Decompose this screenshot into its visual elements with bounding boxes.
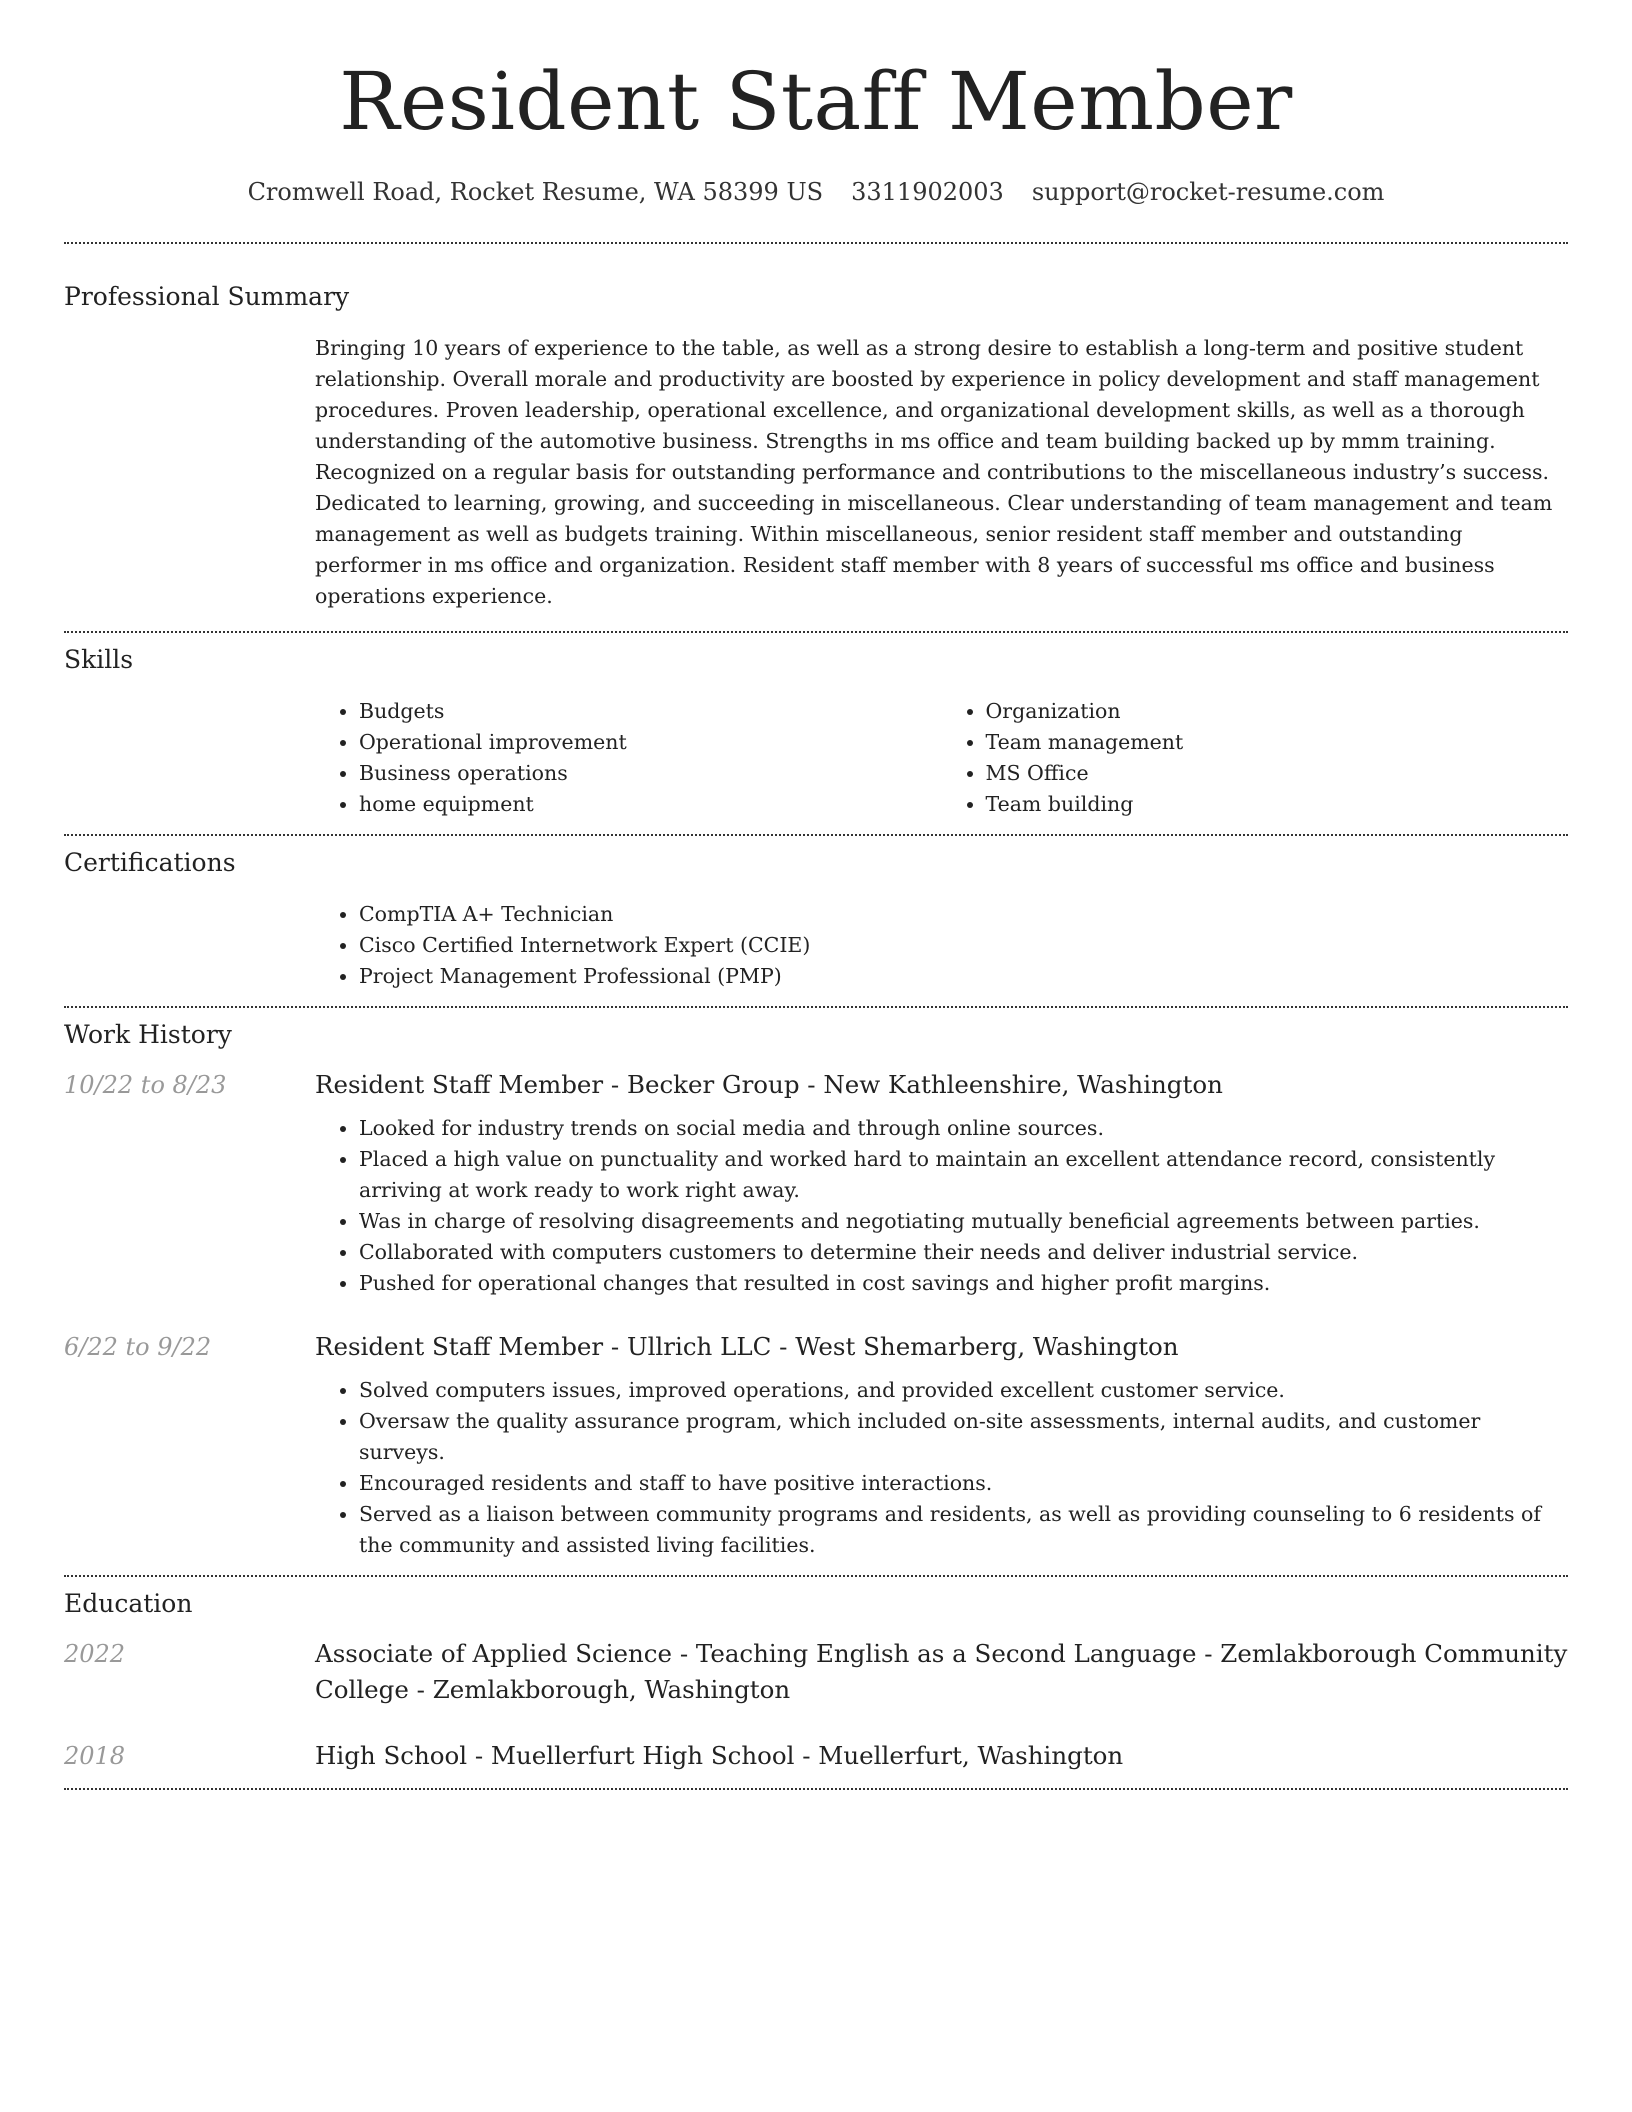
job-dates: 6/22 to 9/22: [64, 1333, 212, 1361]
education-details: - Muellerfurt High School - Muellerfurt, Washington: [467, 1741, 1124, 1770]
job-bullet: • Placed a high value on punctuality and worked hard to maintain an excellent attendance record, consistently arriving at work ready to work right away.: [359, 1144, 1568, 1206]
section-title-education: Education: [64, 1589, 193, 1618]
job-title: [315, 1067, 1568, 1103]
job-role: Resident Staff Member: [315, 1070, 604, 1099]
certification-item: • Cisco Certified Internetwork Expert (CCIE): [359, 930, 1568, 961]
summary-section: [64, 244, 1568, 612]
section-title-certifications: Certifications: [64, 848, 236, 877]
skill-item: • Organization: [986, 696, 1569, 727]
certifications-section: [64, 836, 1568, 992]
contact-phone: 3311902003: [851, 178, 1004, 206]
job-bullets: [315, 1375, 1568, 1561]
certifications-list: [315, 899, 1568, 992]
section-title-skills: Skills: [64, 645, 134, 674]
section-title-summary: Professional Summary: [64, 282, 350, 311]
job-dates: 10/22 to 8/23: [64, 1071, 227, 1099]
job-details: - Becker Group - New Kathleenshire, Washington: [603, 1070, 1223, 1099]
job-title: [315, 1329, 1568, 1365]
work-section: [64, 1008, 1568, 1561]
education-entry: [64, 1636, 1568, 1708]
education-title: [315, 1636, 1568, 1708]
skills-list-right: [942, 696, 1569, 820]
skill-item: • Team building: [986, 789, 1569, 820]
certification-item: • Project Management Professional (PMP): [359, 961, 1568, 992]
education-title: [315, 1738, 1568, 1774]
job-bullet: • Collaborated with computers customers to determine their needs and deliver industrial service.: [359, 1237, 1568, 1268]
education-degree: Associate of Applied Science - Teaching English as a Second Language: [315, 1639, 1197, 1668]
job-bullet: • Was in charge of resolving disagreements and negotiating mutually beneficial agreements between parties.: [359, 1206, 1568, 1237]
skills-section: [64, 633, 1568, 820]
job-details: - Ullrich LLC - West Shemarberg, Washington: [603, 1332, 1179, 1361]
contact-line: [64, 178, 1568, 206]
skills-list-left: [315, 696, 942, 820]
contact-address: Cromwell Road, Rocket Resume, WA 58399 US: [247, 178, 824, 206]
job-entry: [64, 1067, 1568, 1299]
resume-name: Resident Staff Member: [339, 55, 1293, 148]
skill-item: • MS Office: [986, 758, 1569, 789]
education-degree: High School: [315, 1741, 468, 1770]
certification-item: • CompTIA A+ Technician: [359, 899, 1568, 930]
skill-item: • Business operations: [359, 758, 942, 789]
job-entry: [64, 1329, 1568, 1561]
skill-item: • Operational improvement: [359, 727, 942, 758]
skill-item: • Team management: [986, 727, 1569, 758]
education-year: 2018: [64, 1742, 126, 1770]
education-entry: [64, 1738, 1568, 1774]
job-bullet: • Oversaw the quality assurance program, which included on-site assessments, internal audits, and customer surveys.: [359, 1406, 1568, 1468]
skill-item: • home equipment: [359, 789, 942, 820]
education-year: 2022: [64, 1640, 126, 1668]
job-role: Resident Staff Member: [315, 1332, 604, 1361]
job-bullet: • Looked for industry trends on social media and through online sources.: [359, 1113, 1568, 1144]
job-bullet: • Served as a liaison between community programs and residents, as well as providing counseling to 6 residents of the community and assisted living facilities.: [359, 1499, 1568, 1561]
job-bullet: • Solved computers issues, improved operations, and provided excellent customer service.: [359, 1375, 1568, 1406]
education-section: [64, 1577, 1568, 1774]
section-title-work: Work History: [64, 1020, 232, 1049]
job-bullet: • Pushed for operational changes that resulted in cost savings and higher profit margins.: [359, 1268, 1568, 1299]
contact-email: support@rocket-resume.com: [1031, 178, 1385, 206]
job-bullet: • Encouraged residents and staff to have positive interactions.: [359, 1468, 1568, 1499]
summary-text: Bringing 10 years of experience to the table, as well as a strong desire to establish a long-term and positive student relationship. Overall morale and productivity are boosted by experience in policy development and staff management procedures. Proven leadership, operational excellence, and organizational development skills, as well as a thorough understanding of the automotive business. Strengths in ms office and team building backed up by mmm training. Recognized on a regular basis for outstanding performance and contributions to the miscellaneous industry’s success. Dedicated to learning, growing, and succeeding in miscellaneous. Clear understanding of team management and team management as well as budgets training. Within miscellaneous, senior resident staff member and outstanding performer in ms office and organization. Resident staff member with 8 years of successful ms office and business operations experience.: [315, 336, 1553, 608]
job-bullets: [315, 1113, 1568, 1299]
education-details: - Zemlakborough Community College - Zemlakborough, Washington: [315, 1639, 1568, 1704]
skill-item: • Budgets: [359, 696, 942, 727]
divider: [64, 1788, 1568, 1790]
